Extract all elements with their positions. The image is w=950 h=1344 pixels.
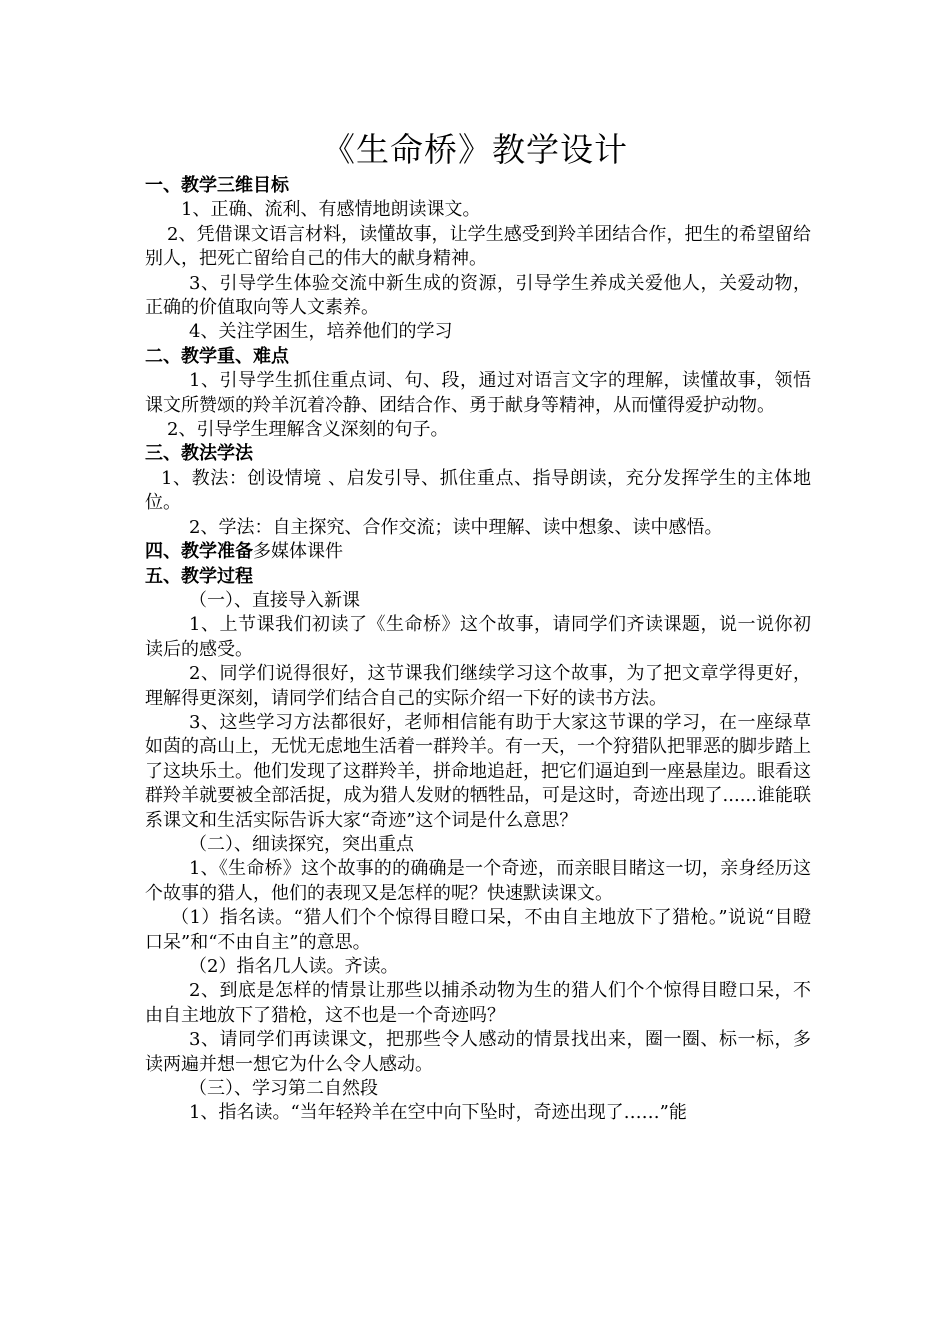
paragraph: 2、同学们说得很好，这节课我们继续学习这个故事，为了把文章学得更好，理解得更深刻，请同学们结合自己的实际介绍一下好的读书方法。 [145, 663, 811, 709]
section-heading-preparation: 四、教学准备 [145, 541, 253, 563]
document-body [145, 174, 811, 1126]
paragraph: 1、上节课我们初读了《生命桥》这个故事，请同学们齐读课题，说一说你初读后的感受。 [145, 614, 811, 660]
document-title: 《生命桥》教学设计 [322, 130, 628, 169]
paragraph: 3、请同学们再读课文，把那些令人感动的情景找出来，圈一圈、标一标，多读两遍并想一想它为什么令人感动。 [145, 1029, 811, 1075]
paragraph: 2、引导学生理解含义深刻的句子。 [167, 419, 449, 441]
section-heading-keypoints: 二、教学重、难点 [145, 345, 289, 367]
preparation-text: 多媒体课件 [253, 541, 343, 563]
paragraph: 1、《生命桥》这个故事的的确确是一个奇迹，而亲眼目睹这一切，亲身经历这个故事的猎人，他们的表现又是怎样的呢？快速默读课文。 [145, 858, 811, 904]
paragraph: 2、学法：自主探究、合作交流；读中理解、读中想象、读中感悟。 [189, 516, 723, 538]
paragraph: 1、教法：创设情境 、启发引导、抓住重点、指导朗读，充分发挥学生的主体地位。 [145, 467, 811, 514]
paragraph: 4、关注学困生，培养他们的学习 [189, 321, 453, 343]
section-heading-process: 五、教学过程 [145, 565, 253, 587]
section-preparation [145, 540, 811, 564]
paragraph: 2、到底是怎样的情景让那些以捕杀动物为生的猎人们个个惊得目瞪口呆，不由自主地放下了猎枪，这不也是一个奇迹吗？ [145, 980, 811, 1026]
subsection-heading: （三）、学习第二自然段 [189, 1078, 378, 1100]
subsection-heading: （二）、细读探究，突出重点 [189, 833, 414, 855]
paragraph: 3、引导学生体验交流中新生成的资源，引导学生养成关爱他人，关爱动物，正确的价值取向等人文素养。 [145, 272, 811, 319]
paragraph: 3、这些学习方法都很好，老师相信能有助于大家这节课的学习，在一座绿草如茵的高山上，无忧无虑地生活着一群羚羊。有一天，一个狩猎队把罪恶的脚步踏上了这块乐土。他们发现了这群羚羊，拼命地追赶，把它们逼迫到一座悬崖边。眼看这群羚羊就要被全部活捉，成为猎人发财的牺牲品，可是这时，奇迹出现了......谁能联系课文和生活实际告诉大家“奇迹”这个词是什么意思？ [145, 711, 811, 831]
section-heading-methods: 三、教法学法 [145, 443, 253, 465]
paragraph: 1、引导学生抓住重点词、句、段，通过对语言文字的理解，读懂故事，领悟课文所赞颂的羚羊沉着冷静、团结合作、勇于献身等精神，从而懂得爱护动物。 [145, 370, 811, 416]
paragraph: 1、正确、流利、有感情地朗读课文。 [181, 199, 481, 221]
paragraph: 1、指名读。“当年轻羚羊在空中向下坠时，奇迹出现了……”能 [189, 1102, 687, 1124]
subsection-heading: （一）、直接导入新课 [189, 589, 360, 611]
section-heading-goals: 一、教学三维目标 [145, 175, 289, 196]
paragraph: （1）指名读。“猎人们个个惊得目瞪口呆，不由自主地放下了猎枪。”说说“目瞪口呆”和“不由自主”的意思。 [145, 907, 811, 953]
paragraph: 2、凭借课文语言材料，读懂故事，让学生感受到羚羊团结合作，把生的希望留给别人，把死亡留给自己的伟大的献身精神。 [145, 223, 811, 270]
paragraph: （2）指名几人读。齐读。 [189, 956, 399, 977]
